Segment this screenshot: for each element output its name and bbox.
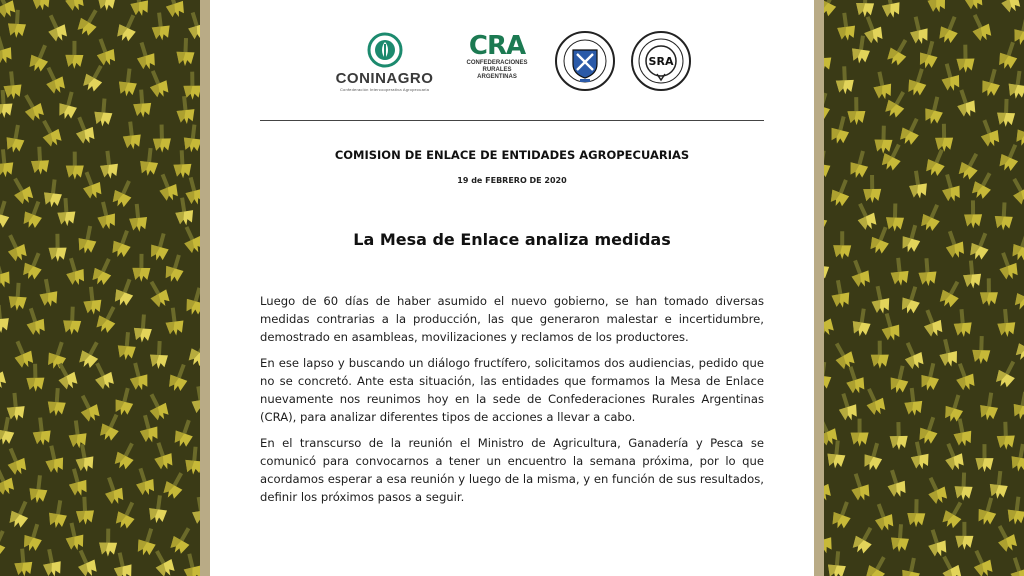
coninagro-wordmark: CONINAGRO	[335, 70, 434, 87]
press-release-document	[210, 0, 814, 576]
cra-line-3: ARGENTINAS	[477, 74, 517, 80]
sra-seal-text: SRA	[648, 55, 674, 68]
organization-heading: COMISION DE ENLACE DE ENTIDADES AGROPECUARIAS	[334, 148, 690, 162]
left-border	[200, 0, 210, 576]
header-divider	[260, 120, 764, 121]
federacion-agraria-logo	[554, 30, 616, 92]
press-release-body	[260, 292, 764, 514]
body-paragraph-2: En ese lapso y buscando un diálogo fructífero, solicitamos dos audiencias, pedido que no se concretó. Ante esta situación, las entidades que formamos la Mesa de Enlace nuevamente nos reunimos hoy en la sede de Confederaciones Rurales Argentinas (CRA), para analizar diferentes tipos de acciones a llevar a cabo.	[260, 356, 764, 424]
coninagro-tagline: Confederación Intercooperativa Agropecuaria	[339, 87, 430, 92]
body-paragraph-3: En el transcurso de la reunión el Ministro de Agricultura, Ganadería y Pesca se comunicó para convocarnos a tener un encuentro la semana próxima, por lo que acordamos esperar a esa reunión y luego de la misma, y en función de sus resultados, definir los próximos pasos a seguir.	[260, 436, 764, 504]
cra-logo	[454, 32, 540, 96]
cra-line-2: RURALES	[482, 67, 512, 73]
logo-row	[210, 28, 814, 98]
press-release-title: La Mesa de Enlace analiza medidas	[353, 230, 671, 249]
cra-line-1: CONFEDERACIONES	[466, 60, 528, 66]
coninagro-logo	[322, 32, 447, 94]
release-date: 19 de FEBRERO DE 2020	[457, 176, 567, 185]
right-background-image	[824, 0, 1024, 576]
cra-wordmark: CRA	[468, 31, 526, 61]
flower-texture-right	[824, 0, 1024, 576]
coninagro-emblem-icon	[367, 32, 403, 68]
sociedad-rural-seal-icon	[630, 30, 692, 92]
sociedad-rural-logo	[630, 30, 692, 92]
body-paragraph-1: Luego de 60 días de haber asumido el nuevo gobierno, se han tomado diversas medidas contrarias a la producción, las que generaron malestar e incertidumbre, demostrado en asambleas, movilizaciones y reclamos de los productores.	[260, 294, 764, 344]
left-background-image	[0, 0, 200, 576]
right-border	[814, 0, 824, 576]
flower-texture-left	[0, 0, 200, 576]
federacion-agraria-seal-icon	[554, 30, 616, 92]
